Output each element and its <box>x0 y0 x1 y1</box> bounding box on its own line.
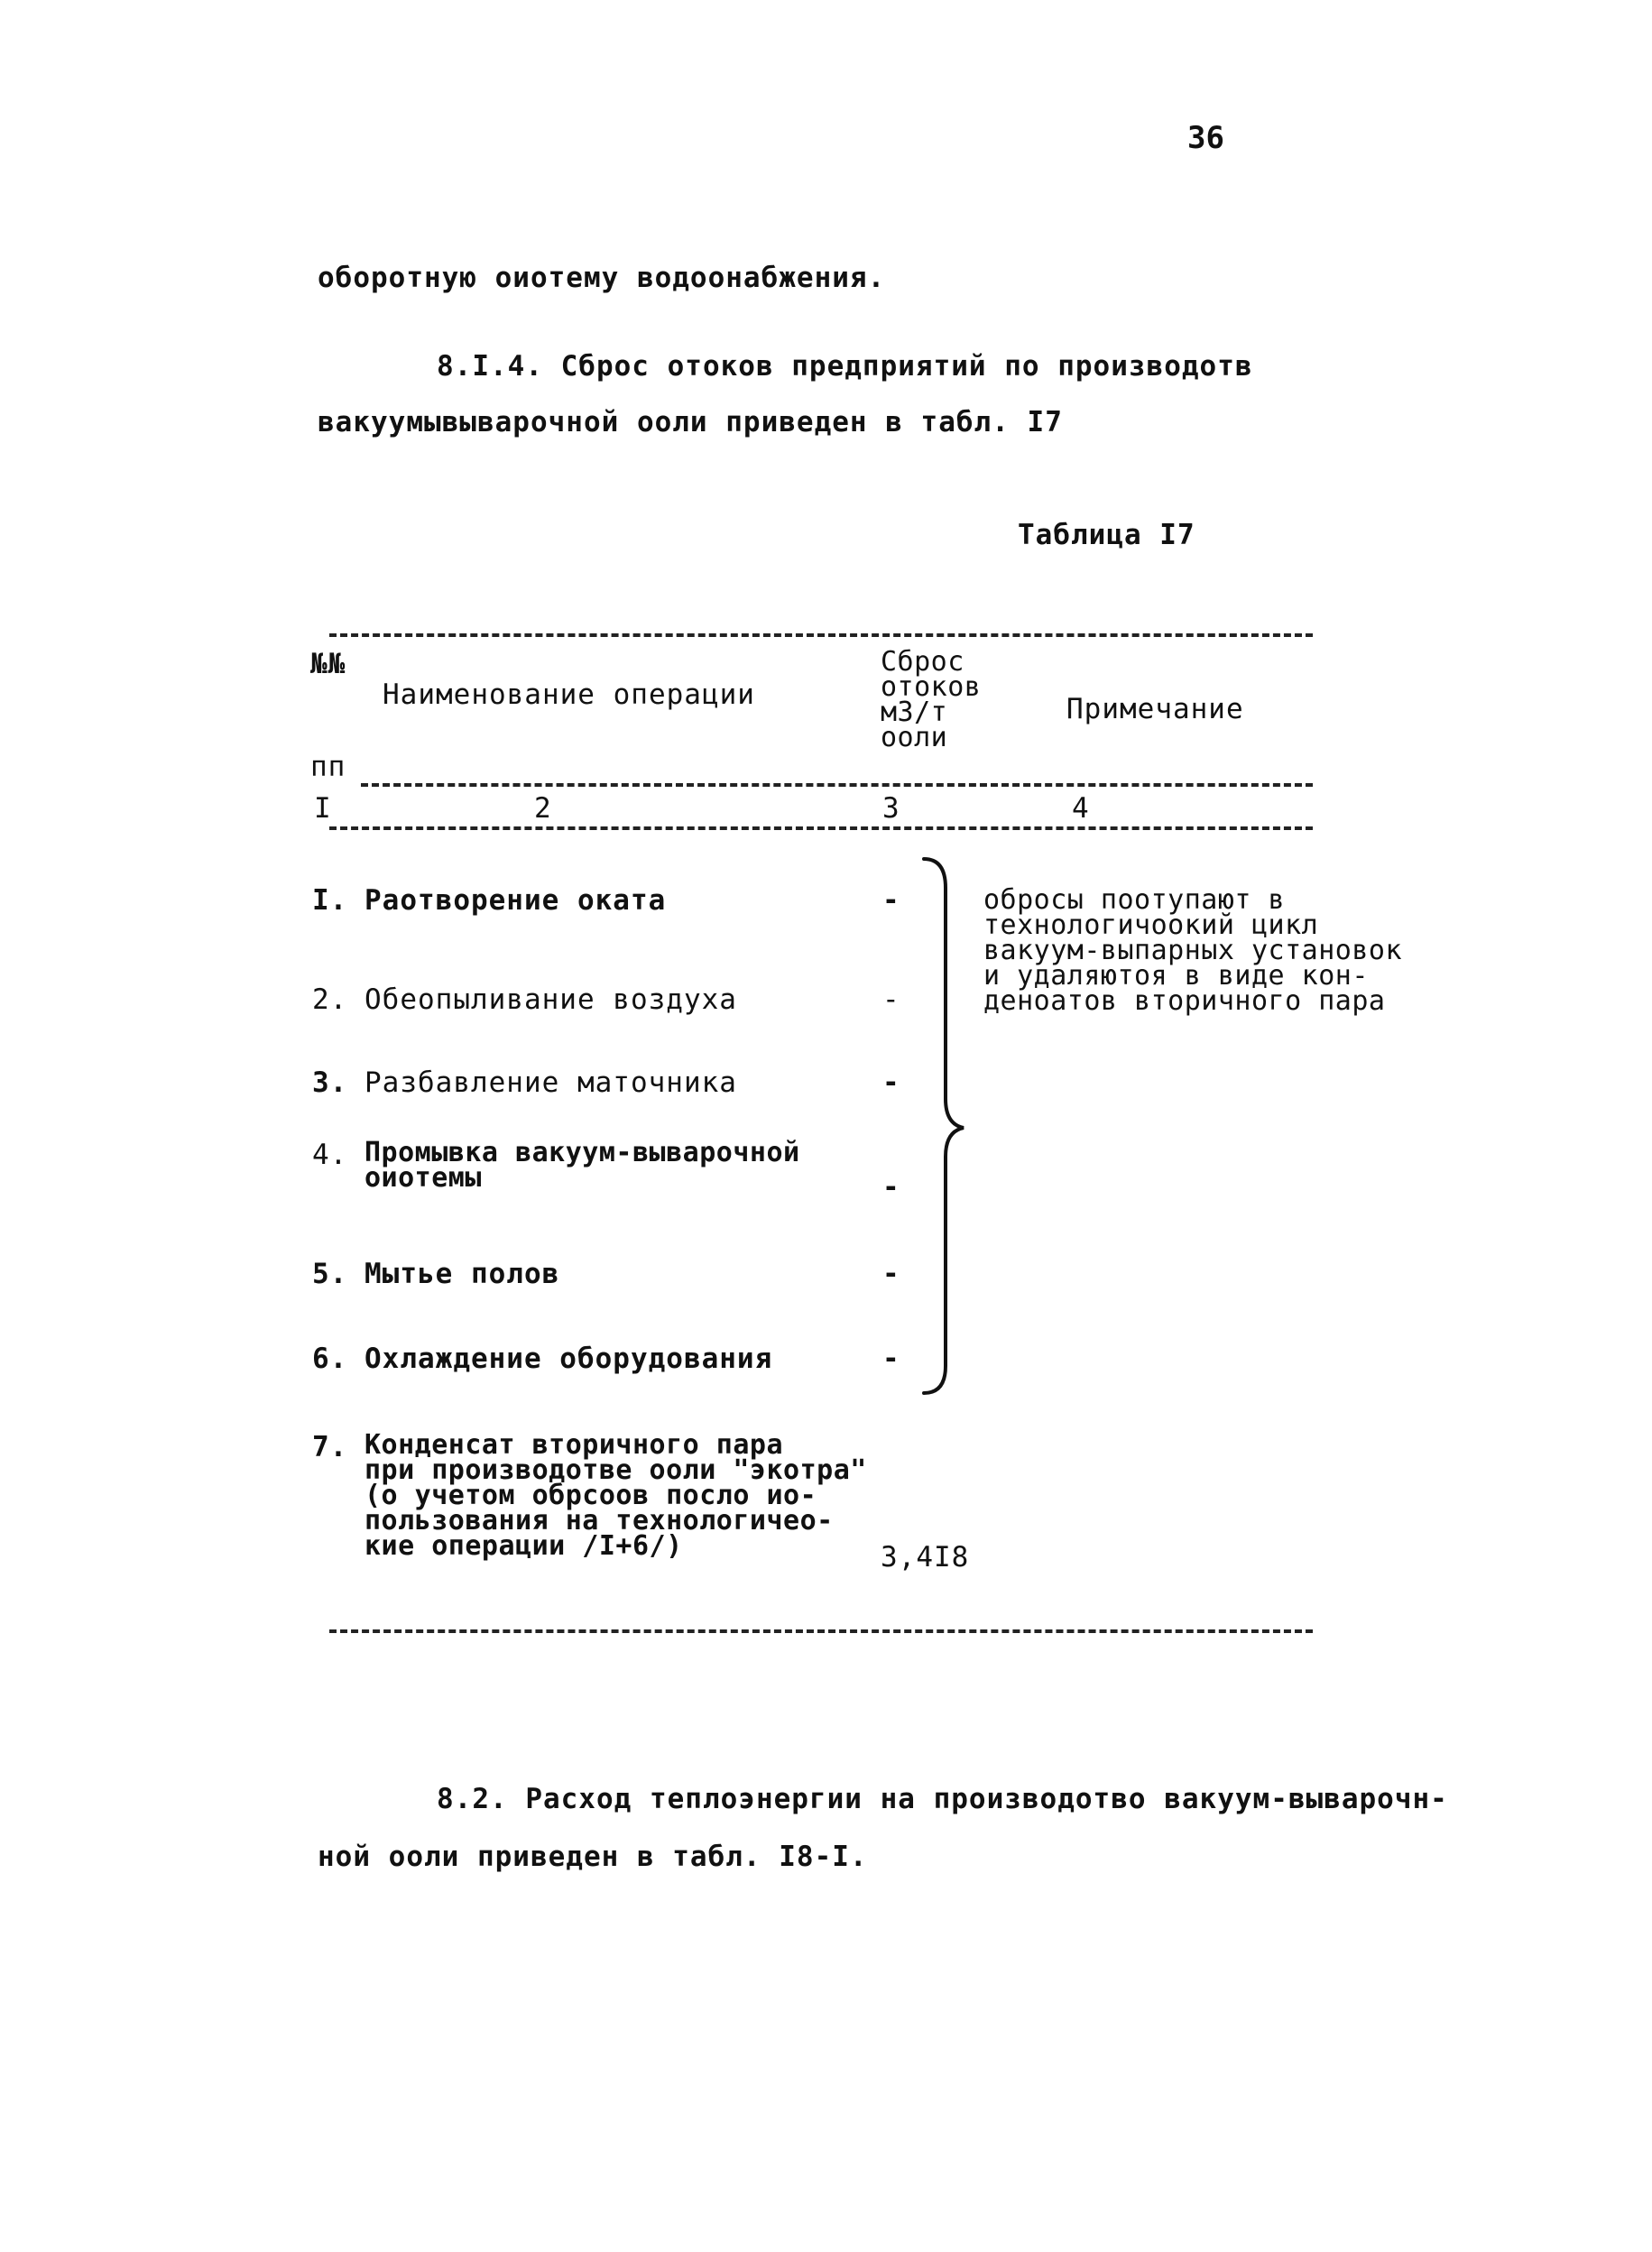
row-operation: Разбавление маточника <box>365 1066 737 1099</box>
header-col2: Наименование операции <box>383 678 755 711</box>
row-number: I. <box>312 884 348 917</box>
row-operation: Раотворение оката <box>365 884 667 917</box>
header-col1-bottom: пп <box>310 751 346 783</box>
row-number: 3. <box>312 1066 348 1099</box>
header-bottom-rule <box>361 783 1313 787</box>
row-operation: Конденсат вторичного пара при производотве ооли "экотра" (о учетом обрсоов посло ио- пользования на технологичео- кие операции /I+6/) <box>365 1429 867 1562</box>
row-number: 6. <box>312 1343 348 1375</box>
header-col3: Сброс отоков м3/т ооли <box>881 646 982 753</box>
table-caption: Таблица I7 <box>1018 519 1195 551</box>
section-814-line2: вакуумывыварочной ооли приведен в табл. I7 <box>318 406 1063 438</box>
column-number-4: 4 <box>1072 792 1090 825</box>
section-814-line1: 8.I.4. Сброс отоков предприятий по производотв <box>437 350 1253 383</box>
table-top-rule <box>329 633 1313 637</box>
row-operation: Обеопыливание воздуха <box>365 983 737 1016</box>
section-82-line1: 8.2. Расход теплоэнергии на производотво вакуум-выварочн- <box>437 1783 1448 1815</box>
row-number: 2. <box>312 983 348 1016</box>
row-operation: Охлаждение оборудования <box>365 1343 773 1375</box>
row-value: - <box>882 1171 900 1204</box>
row-number: 4. <box>312 1139 348 1171</box>
column-number-1: I <box>314 792 332 825</box>
header-col4: Примечание <box>1066 693 1244 725</box>
row-value: - <box>882 884 900 917</box>
row-number: 7. <box>312 1431 348 1463</box>
row-value: 3,4I8 <box>881 1541 970 1574</box>
note-text: обросы поотупают в технологичоокий цикл вакуум-выпарных установок и удаляютоя в виде кон- деноатов вторичного пара <box>983 884 1403 1017</box>
column-number-2: 2 <box>534 792 552 825</box>
column-numbers-rule <box>329 826 1313 830</box>
row-operation: Мытье полов <box>365 1258 560 1290</box>
row-value: - <box>882 1066 900 1099</box>
row-operation: Промывка вакуум-выварочной оиотемы <box>365 1137 800 1194</box>
row-number: 5. <box>312 1258 348 1290</box>
row-value: - <box>882 1343 900 1375</box>
page-number: 36 <box>1187 120 1224 156</box>
column-number-3: 3 <box>882 792 900 825</box>
intro-line: оборотную оиотему водоонабжения. <box>318 262 886 294</box>
row-value: - <box>882 983 900 1016</box>
curly-brace-icon <box>918 855 969 1397</box>
table-bottom-rule <box>329 1629 1313 1633</box>
row-value: - <box>882 1258 900 1290</box>
section-82-line2: ной ооли приведен в табл. I8-I. <box>318 1841 868 1873</box>
header-col1: №№ <box>310 648 346 680</box>
